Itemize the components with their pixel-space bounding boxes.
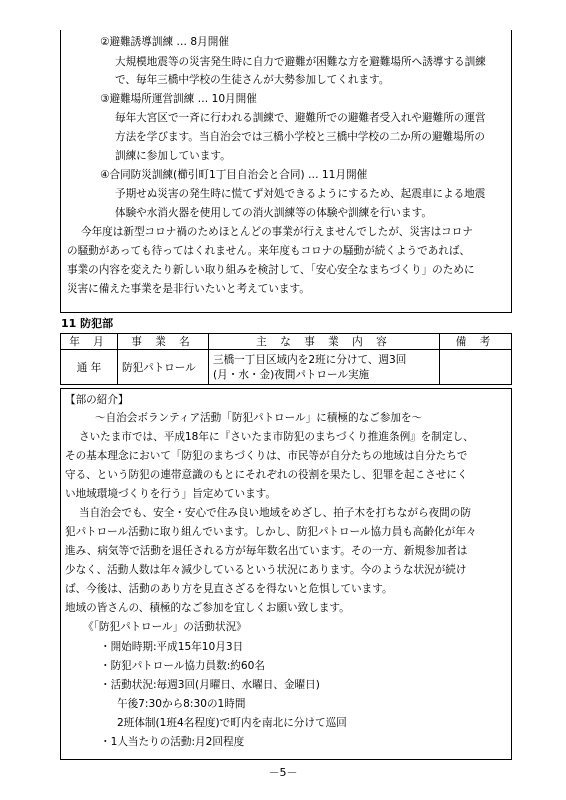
status-title: 《「防犯パトロール」の活動状況》 [83,621,247,633]
closing-text: の騒動があっても待ってはくれません。来年度もコロナの騒動が続くようであれば、 [67,245,471,257]
drill-3-title: ③避難場所運営訓練 … 10月開催 [100,93,257,105]
drill-2-text: 大規模地震等の災害発生時に自力で避難が困難な方を避難場所へ誘導する訓練 [115,56,486,68]
intro-paragraph-line: ば、今後は、活動のあり方を見直さざるを得ないと危惧しています。 [65,583,393,595]
status-item: ・活動状況:毎週3回(月曜日、水曜日、金曜日) [100,679,320,691]
closing-text: 事業の内容を変えたり新しい取り組みを検討して、「安心安全なまちづくり」のために [67,264,475,276]
intro-paragraph-line: 守る、という防犯の連帯意識のもとにそれぞれの役割を果たし、犯罪を起こさせにく [65,469,468,481]
status-item: ・1人当たりの活動:月2回程度 [100,736,245,748]
drill-3-text: 訓練に参加しています。 [115,150,231,162]
cell-name: 防犯パトロール [118,350,209,385]
cell-content-line: 三橋一丁目区域内を2班に分けて、週3回 [213,354,407,366]
drill-2-text: で、毎年三橋中学校の生徒さんが大勢参加してくれます。 [115,74,390,86]
cell-note [440,350,512,385]
table-header-row [61,334,512,350]
drill-2-title: ②避難誘導訓練 … 8月開催 [100,36,229,48]
closing-text: 今年度は新型コロナ禍のためほとんどの事業が行えませんでしたが、災害はコロナ [81,226,473,238]
closing-text: 災害に備えた事業を是非行いたいと考えています。 [67,283,310,295]
intro-subtitle: ～自治会ボランティア活動「防犯パトロール」に積極的なご参加を～ [95,412,423,424]
status-item: 2班体制(1班4名程度)で町内を南北に分けて巡回 [117,717,347,729]
intro-paragraph-line: さいたま市では、平成18年に『さいたま市防犯のまちづくり推進条例』を制定し、 [79,431,474,443]
drill-4-text: 予期せぬ災害の発生時に慌てず対処できるようにするため、起震車による地震 [115,188,486,200]
drill-3-text: 方法を学びます。当自治会では三橋小学校と三橋中学校の二か所の避難場所の [115,131,485,143]
drill-4-title: ④合同防災訓練(櫛引町1丁目自治会と合同) … 11月開催 [100,169,368,181]
section-title: 11 防犯部 [61,317,114,330]
header-period: 年 月 [61,334,118,350]
status-item: ・防犯パトロール協力員数:約60名 [100,660,265,672]
intro-paragraph-line: 当自治会でも、安全・安心で住み良い地域をめざし、拍子木を打ちながら夜間の防 [79,507,471,519]
table-row [61,350,512,385]
header-content: 主 な 事 業 内 容 [209,334,440,350]
intro-paragraph-line: 少なく、活動人数は年々減少しているという状況にあります。今のような状況が続け [65,564,467,576]
intro-paragraph-line: その基本理念において「防犯のまちづくりは、市民等が自分たちの地域は自分たちで [65,450,468,462]
header-name: 事 業 名 [118,334,209,350]
drill-3-text: 毎年大宮区で一斉に行われる訓練で、避難所での避難者受入れや避難所の運営 [115,112,486,124]
page-number: －5－ [268,766,298,779]
drill-4-text: 体験や水消火器を使用しての消火訓練等の体験や訓練を行います。 [115,207,432,219]
intro-paragraph-line: い地域環境づくりを行う」旨定めています。 [65,488,277,500]
intro-paragraph-line: 犯パトロール活動に取り組んでいます。しかし、防犯パトロール協力員も高齢化が年々 [65,526,477,538]
intro-heading: 【部の紹介】 [65,394,129,406]
cell-content-line: (月・水・金)夜間パトロール実施 [213,369,370,381]
status-item: 午後7:30から8:30の1時間 [117,698,246,710]
header-note: 備 考 [440,334,512,350]
plan-table [60,333,512,385]
intro-paragraph-line: 進み、病気等で活動を退任される方が毎年数名出ています。その一方、新規参加者は [65,545,468,557]
status-item: ・開始時期:平成15年10月3日 [100,641,244,653]
cell-content [209,350,440,385]
cell-period: 通 年 [61,350,118,385]
intro-paragraph-line: 地域の皆さんの、積極的なご参加を宜しくお願い致します。 [65,602,350,614]
